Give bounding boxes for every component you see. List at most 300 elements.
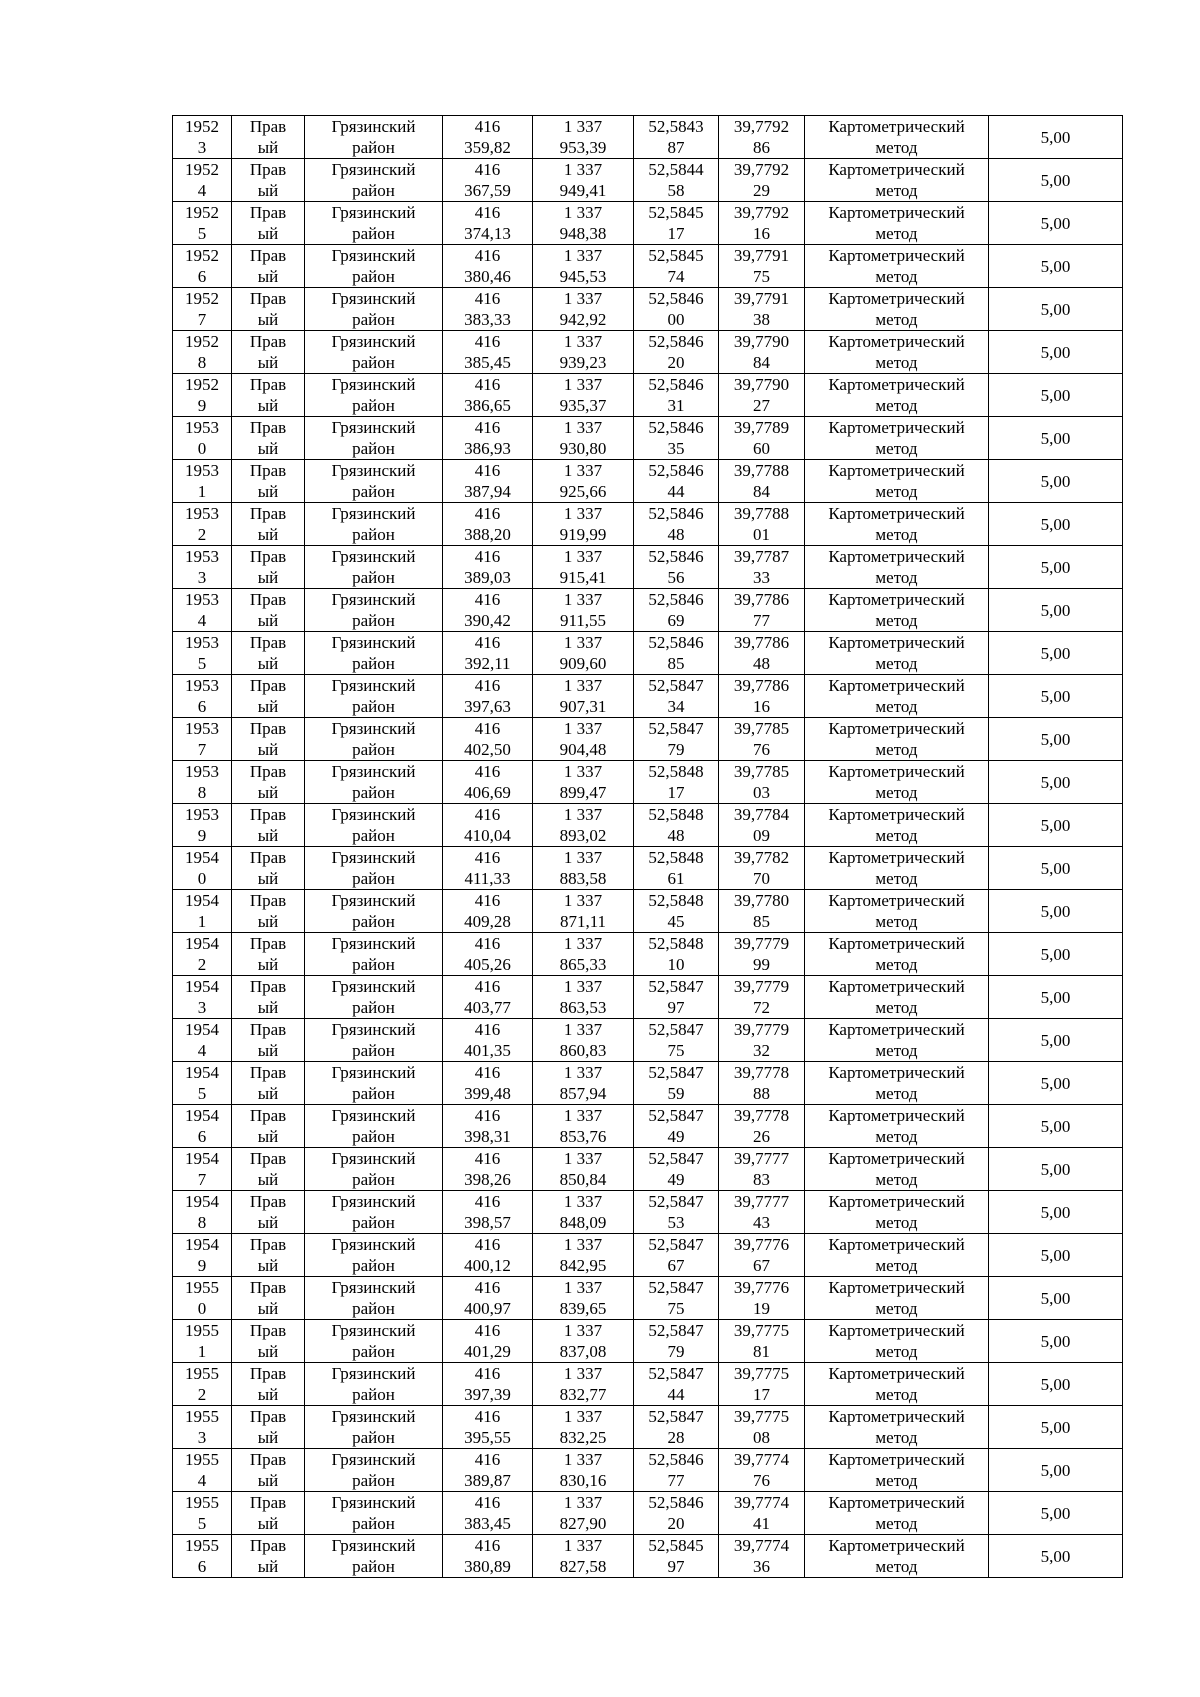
coord-y-cell xyxy=(533,1277,634,1320)
point-number-cell xyxy=(173,1363,232,1406)
coord-y-cell xyxy=(533,718,634,761)
coord-x-text: 411,33 xyxy=(464,869,511,888)
latitude-cell xyxy=(634,804,719,847)
coord-y-cell xyxy=(533,202,634,245)
longitude-cell xyxy=(719,632,805,675)
longitude-text: 75 xyxy=(753,267,770,286)
longitude-cell xyxy=(719,202,805,245)
point-number-text: 1953 xyxy=(185,762,219,781)
coord-x-text: 416 xyxy=(474,117,501,136)
point-number-cell xyxy=(173,1535,232,1578)
bank-side-text: ый xyxy=(257,138,279,157)
bank-side-text: Прав xyxy=(249,117,287,136)
district-text: район xyxy=(352,955,395,974)
latitude-text: 52,5846 xyxy=(648,633,704,652)
point-number-text: 1953 xyxy=(185,418,219,437)
coord-x-cell xyxy=(443,589,533,632)
point-number-cell xyxy=(173,589,232,632)
bank-side-text: Прав xyxy=(249,848,287,867)
point-number-text: 5 xyxy=(197,224,207,243)
longitude-text: 39,7777 xyxy=(733,1192,790,1211)
method-text: Картометрический xyxy=(828,375,965,394)
coord-y-text: 953,39 xyxy=(559,138,607,157)
district-text: район xyxy=(352,869,395,888)
latitude-cell xyxy=(634,675,719,718)
method-text: метод xyxy=(875,697,918,716)
longitude-text: 39,7775 xyxy=(733,1407,790,1426)
point-number-text: 1952 xyxy=(185,203,219,222)
coord-x-cell xyxy=(443,1191,533,1234)
district-text: Грязинский xyxy=(331,1235,416,1254)
accuracy-cell: 5,00 xyxy=(989,718,1123,761)
coord-y-text: 1 337 xyxy=(563,1235,603,1254)
coord-x-cell xyxy=(443,1234,533,1277)
latitude-text: 52,5845 xyxy=(648,203,704,222)
latitude-cell xyxy=(634,976,719,1019)
longitude-text: 70 xyxy=(753,869,770,888)
district-text: Грязинский xyxy=(331,1149,416,1168)
coord-y-cell xyxy=(533,288,634,331)
table-row xyxy=(173,460,1123,503)
latitude-text: 52,5846 xyxy=(648,1450,704,1469)
longitude-text: 39,7790 xyxy=(733,375,790,394)
method-text: метод xyxy=(875,181,918,200)
coord-y-text: 1 337 xyxy=(563,332,603,351)
longitude-text: 32 xyxy=(753,1041,770,1060)
coord-y-text: 1 337 xyxy=(563,1407,603,1426)
latitude-text: 97 xyxy=(667,1557,685,1576)
coord-x-text: 416 xyxy=(474,1063,501,1082)
table-row xyxy=(173,374,1123,417)
latitude-text: 52,5847 xyxy=(648,1321,704,1340)
point-number-text: 1954 xyxy=(185,1192,219,1211)
longitude-cell xyxy=(719,1449,805,1492)
coord-x-text: 387,94 xyxy=(464,482,511,501)
district-text: Грязинский xyxy=(331,719,416,738)
coord-x-text: 416 xyxy=(474,1321,501,1340)
point-number-text: 5 xyxy=(197,1084,207,1103)
coord-y-text: 1 337 xyxy=(563,1149,603,1168)
latitude-cell xyxy=(634,546,719,589)
bank-side-text: Прав xyxy=(249,633,287,652)
coord-x-cell xyxy=(443,374,533,417)
longitude-text: 39,7775 xyxy=(733,1364,790,1383)
district-text: район xyxy=(352,1041,395,1060)
accuracy-cell: 5,00 xyxy=(989,374,1123,417)
table-row xyxy=(173,1277,1123,1320)
latitude-cell xyxy=(634,245,719,288)
coord-x-text: 383,45 xyxy=(464,1514,511,1533)
coord-x-text: 383,33 xyxy=(464,310,511,329)
bank-side-text: ый xyxy=(257,267,279,286)
table-row xyxy=(173,1019,1123,1062)
district-text: Грязинский xyxy=(331,1063,416,1082)
coord-x-text: 374,13 xyxy=(464,224,511,243)
district-cell xyxy=(305,1406,443,1449)
longitude-text: 38 xyxy=(753,310,770,329)
point-number-cell xyxy=(173,1019,232,1062)
latitude-text: 52,5846 xyxy=(648,461,704,480)
coord-x-cell xyxy=(443,1105,533,1148)
longitude-text: 39,7789 xyxy=(733,418,790,437)
district-text: район xyxy=(352,224,395,243)
accuracy-cell: 5,00 xyxy=(989,1492,1123,1535)
longitude-text: 43 xyxy=(753,1213,770,1232)
bank-side-text: ый xyxy=(257,1342,279,1361)
latitude-text: 67 xyxy=(667,1256,685,1275)
longitude-text: 29 xyxy=(753,181,770,200)
district-cell xyxy=(305,933,443,976)
point-number-text: 1952 xyxy=(185,332,219,351)
latitude-text: 48 xyxy=(667,525,685,544)
method-cell xyxy=(805,976,989,1019)
longitude-text: 16 xyxy=(753,224,770,243)
latitude-text: 77 xyxy=(667,1471,685,1490)
longitude-cell xyxy=(719,1019,805,1062)
district-text: район xyxy=(352,1127,395,1146)
coord-y-cell xyxy=(533,460,634,503)
coord-x-cell xyxy=(443,632,533,675)
coord-x-text: 397,63 xyxy=(464,697,511,716)
table-row xyxy=(173,1406,1123,1449)
latitude-text: 31 xyxy=(667,396,685,415)
longitude-text: 72 xyxy=(753,998,770,1017)
coord-x-text: 416 xyxy=(474,332,501,351)
coord-y-text: 1 337 xyxy=(563,461,603,480)
district-text: Грязинский xyxy=(331,1450,416,1469)
district-text: Грязинский xyxy=(331,676,416,695)
method-cell xyxy=(805,1148,989,1191)
point-number-text: 8 xyxy=(197,1213,207,1232)
point-number-text: 4 xyxy=(197,611,207,630)
coord-y-cell xyxy=(533,589,634,632)
coord-y-text: 1 337 xyxy=(563,375,603,394)
method-text: метод xyxy=(875,138,918,157)
method-cell xyxy=(805,804,989,847)
coord-x-text: 416 xyxy=(474,1364,501,1383)
accuracy-cell: 5,00 xyxy=(989,1191,1123,1234)
point-number-cell xyxy=(173,116,232,159)
coord-x-cell xyxy=(443,546,533,589)
method-text: Картометрический xyxy=(828,1278,965,1297)
bank-side-cell xyxy=(232,1363,305,1406)
coord-y-text: 832,25 xyxy=(559,1428,607,1447)
point-number-cell xyxy=(173,1406,232,1449)
longitude-text: 27 xyxy=(753,396,770,415)
longitude-text: 67 xyxy=(753,1256,770,1275)
district-text: район xyxy=(352,525,395,544)
point-number-text: 1953 xyxy=(185,633,219,652)
bank-side-text: Прав xyxy=(249,418,287,437)
district-text: район xyxy=(352,568,395,587)
table-row xyxy=(173,546,1123,589)
bank-side-text: ый xyxy=(257,310,279,329)
longitude-cell xyxy=(719,503,805,546)
longitude-text: 16 xyxy=(753,697,770,716)
coord-x-text: 416 xyxy=(474,418,501,437)
point-number-text: 0 xyxy=(197,439,207,458)
district-cell xyxy=(305,632,443,675)
table-row xyxy=(173,1535,1123,1578)
point-number-text: 2 xyxy=(197,525,207,544)
coord-x-text: 416 xyxy=(474,289,501,308)
coord-y-text: 1 337 xyxy=(563,1364,603,1383)
coord-x-text: 398,31 xyxy=(464,1127,511,1146)
method-cell xyxy=(805,761,989,804)
coord-y-text: 1 337 xyxy=(563,977,603,996)
bank-side-cell xyxy=(232,761,305,804)
longitude-text: 39,7775 xyxy=(733,1321,790,1340)
coord-x-text: 399,48 xyxy=(464,1084,511,1103)
longitude-cell xyxy=(719,546,805,589)
coord-y-text: 842,95 xyxy=(559,1256,607,1275)
bank-side-cell xyxy=(232,1191,305,1234)
accuracy-cell: 5,00 xyxy=(989,460,1123,503)
bank-side-cell xyxy=(232,1148,305,1191)
bank-side-text: Прав xyxy=(249,461,287,480)
bank-side-cell xyxy=(232,1320,305,1363)
latitude-text: 52,5848 xyxy=(648,805,704,824)
district-text: район xyxy=(352,310,395,329)
method-text: Картометрический xyxy=(828,848,965,867)
district-text: Грязинский xyxy=(331,375,416,394)
district-cell xyxy=(305,1535,443,1578)
bank-side-text: ый xyxy=(257,1127,279,1146)
method-text: метод xyxy=(875,1428,918,1447)
longitude-cell xyxy=(719,159,805,202)
longitude-text: 39,7786 xyxy=(733,590,790,609)
bank-side-text: ый xyxy=(257,1213,279,1232)
point-number-text: 8 xyxy=(197,783,207,802)
method-text: Картометрический xyxy=(828,762,965,781)
point-number-text: 9 xyxy=(197,1256,207,1275)
method-cell xyxy=(805,1449,989,1492)
longitude-cell xyxy=(719,589,805,632)
point-number-cell xyxy=(173,331,232,374)
method-text: Картометрический xyxy=(828,934,965,953)
bank-side-cell xyxy=(232,116,305,159)
point-number-text: 6 xyxy=(197,267,207,286)
method-text: Картометрический xyxy=(828,1235,965,1254)
bank-side-text: ый xyxy=(257,1299,279,1318)
latitude-text: 52,5847 xyxy=(648,977,704,996)
coord-y-text: 848,09 xyxy=(559,1213,607,1232)
district-text: Грязинский xyxy=(331,1020,416,1039)
bank-side-text: ый xyxy=(257,1557,279,1576)
method-text: метод xyxy=(875,1213,918,1232)
accuracy-cell: 5,00 xyxy=(989,1363,1123,1406)
accuracy-cell: 5,00 xyxy=(989,890,1123,933)
bank-side-text: ый xyxy=(257,181,279,200)
table-row xyxy=(173,116,1123,159)
point-number-text: 1954 xyxy=(185,934,219,953)
coord-x-text: 395,55 xyxy=(464,1428,511,1447)
longitude-text: 41 xyxy=(753,1514,770,1533)
latitude-text: 49 xyxy=(667,1170,685,1189)
table-row xyxy=(173,417,1123,460)
bank-side-text: Прав xyxy=(249,1278,287,1297)
bank-side-text: ый xyxy=(257,439,279,458)
latitude-text: 49 xyxy=(667,1127,685,1146)
coord-x-text: 416 xyxy=(474,1106,501,1125)
latitude-text: 45 xyxy=(667,912,685,931)
accuracy-cell: 5,00 xyxy=(989,1449,1123,1492)
bank-side-text: Прав xyxy=(249,547,287,566)
latitude-text: 75 xyxy=(667,1299,685,1318)
coord-x-text: 398,26 xyxy=(464,1170,511,1189)
coord-y-cell xyxy=(533,847,634,890)
table-row xyxy=(173,1062,1123,1105)
method-text: метод xyxy=(875,783,918,802)
longitude-text: 81 xyxy=(753,1342,770,1361)
district-text: район xyxy=(352,654,395,673)
coord-y-text: 853,76 xyxy=(559,1127,607,1146)
latitude-cell xyxy=(634,632,719,675)
coord-x-text: 416 xyxy=(474,203,501,222)
district-text: район xyxy=(352,912,395,931)
point-number-text: 7 xyxy=(197,1170,207,1189)
latitude-cell xyxy=(634,933,719,976)
longitude-cell xyxy=(719,675,805,718)
latitude-text: 74 xyxy=(667,267,685,286)
longitude-text: 39,7786 xyxy=(733,676,790,695)
coord-y-text: 1 337 xyxy=(563,1493,603,1512)
district-cell xyxy=(305,890,443,933)
coord-y-text: 1 337 xyxy=(563,203,603,222)
accuracy-cell: 5,00 xyxy=(989,976,1123,1019)
coord-y-cell xyxy=(533,1535,634,1578)
longitude-text: 39,7782 xyxy=(733,848,790,867)
point-number-cell xyxy=(173,1234,232,1277)
coord-y-text: 1 337 xyxy=(563,1536,603,1555)
point-number-text: 1953 xyxy=(185,719,219,738)
longitude-text: 99 xyxy=(753,955,770,974)
coord-y-text: 907,31 xyxy=(559,697,607,716)
accuracy-cell: 5,00 xyxy=(989,245,1123,288)
coord-x-cell xyxy=(443,1406,533,1449)
bank-side-text: ый xyxy=(257,1385,279,1404)
point-number-text: 4 xyxy=(197,1041,207,1060)
coord-y-text: 1 337 xyxy=(563,1063,603,1082)
coord-x-text: 416 xyxy=(474,676,501,695)
latitude-cell xyxy=(634,288,719,331)
coord-y-text: 850,84 xyxy=(559,1170,607,1189)
district-text: Грязинский xyxy=(331,1106,416,1125)
district-text: Грязинский xyxy=(331,246,416,265)
latitude-cell xyxy=(634,761,719,804)
coord-x-text: 416 xyxy=(474,1493,501,1512)
accuracy-cell: 5,00 xyxy=(989,1019,1123,1062)
coord-x-text: 406,69 xyxy=(464,783,511,802)
point-number-text: 5 xyxy=(197,654,207,673)
longitude-cell xyxy=(719,1191,805,1234)
bank-side-cell xyxy=(232,503,305,546)
coord-y-text: 945,53 xyxy=(559,267,607,286)
coord-y-text: 1 337 xyxy=(563,762,603,781)
point-number-text: 1955 xyxy=(185,1321,219,1340)
accuracy-cell: 5,00 xyxy=(989,159,1123,202)
bank-side-text: ый xyxy=(257,826,279,845)
longitude-text: 39,7785 xyxy=(733,762,790,781)
district-cell xyxy=(305,589,443,632)
bank-side-cell xyxy=(232,675,305,718)
method-text: метод xyxy=(875,869,918,888)
longitude-text: 39,7791 xyxy=(733,246,790,265)
method-cell xyxy=(805,675,989,718)
coord-y-cell xyxy=(533,1062,634,1105)
district-text: Грязинский xyxy=(331,504,416,523)
longitude-text: 76 xyxy=(753,1471,770,1490)
latitude-text: 52,5846 xyxy=(648,332,704,351)
bank-side-text: Прав xyxy=(249,590,287,609)
latitude-text: 79 xyxy=(667,1342,685,1361)
point-number-text: 1955 xyxy=(185,1493,219,1512)
coord-y-cell xyxy=(533,1019,634,1062)
coord-x-cell xyxy=(443,1019,533,1062)
district-text: район xyxy=(352,353,395,372)
bank-side-cell xyxy=(232,589,305,632)
longitude-cell xyxy=(719,1105,805,1148)
bank-side-text: ый xyxy=(257,1471,279,1490)
method-text: метод xyxy=(875,1471,918,1490)
latitude-text: 00 xyxy=(667,310,685,329)
bank-side-text: Прав xyxy=(249,719,287,738)
method-text: метод xyxy=(875,1342,918,1361)
table-row xyxy=(173,331,1123,374)
accuracy-cell: 5,00 xyxy=(989,761,1123,804)
coord-y-text: 1 337 xyxy=(563,160,603,179)
point-number-cell xyxy=(173,1062,232,1105)
point-number-cell xyxy=(173,1148,232,1191)
method-cell xyxy=(805,1062,989,1105)
bank-side-text: Прав xyxy=(249,1536,287,1555)
coord-x-text: 416 xyxy=(474,1192,501,1211)
district-text: район xyxy=(352,138,395,157)
table-row xyxy=(173,503,1123,546)
method-text: метод xyxy=(875,998,918,1017)
point-number-cell xyxy=(173,460,232,503)
latitude-cell xyxy=(634,1406,719,1449)
coord-y-cell xyxy=(533,159,634,202)
accuracy-cell: 5,00 xyxy=(989,202,1123,245)
coord-x-text: 416 xyxy=(474,1149,501,1168)
method-text: Картометрический xyxy=(828,633,965,652)
coord-x-text: 416 xyxy=(474,719,501,738)
district-text: район xyxy=(352,1428,395,1447)
accuracy-cell: 5,00 xyxy=(989,675,1123,718)
longitude-cell xyxy=(719,976,805,1019)
bank-side-text: ый xyxy=(257,1084,279,1103)
method-text: Картометрический xyxy=(828,1063,965,1082)
district-text: Грязинский xyxy=(331,1192,416,1211)
method-text: метод xyxy=(875,310,918,329)
coord-x-cell xyxy=(443,890,533,933)
method-cell xyxy=(805,546,989,589)
district-cell xyxy=(305,1363,443,1406)
accuracy-cell: 5,00 xyxy=(989,847,1123,890)
coord-y-cell xyxy=(533,1105,634,1148)
bank-side-cell xyxy=(232,1234,305,1277)
bank-side-text: ый xyxy=(257,1514,279,1533)
district-cell xyxy=(305,675,443,718)
method-cell xyxy=(805,847,989,890)
coord-x-text: 385,45 xyxy=(464,353,511,372)
district-cell xyxy=(305,1320,443,1363)
longitude-text: 36 xyxy=(753,1557,770,1576)
latitude-text: 52,5847 xyxy=(648,1364,704,1383)
longitude-text: 39,7776 xyxy=(733,1235,790,1254)
accuracy-cell: 5,00 xyxy=(989,417,1123,460)
